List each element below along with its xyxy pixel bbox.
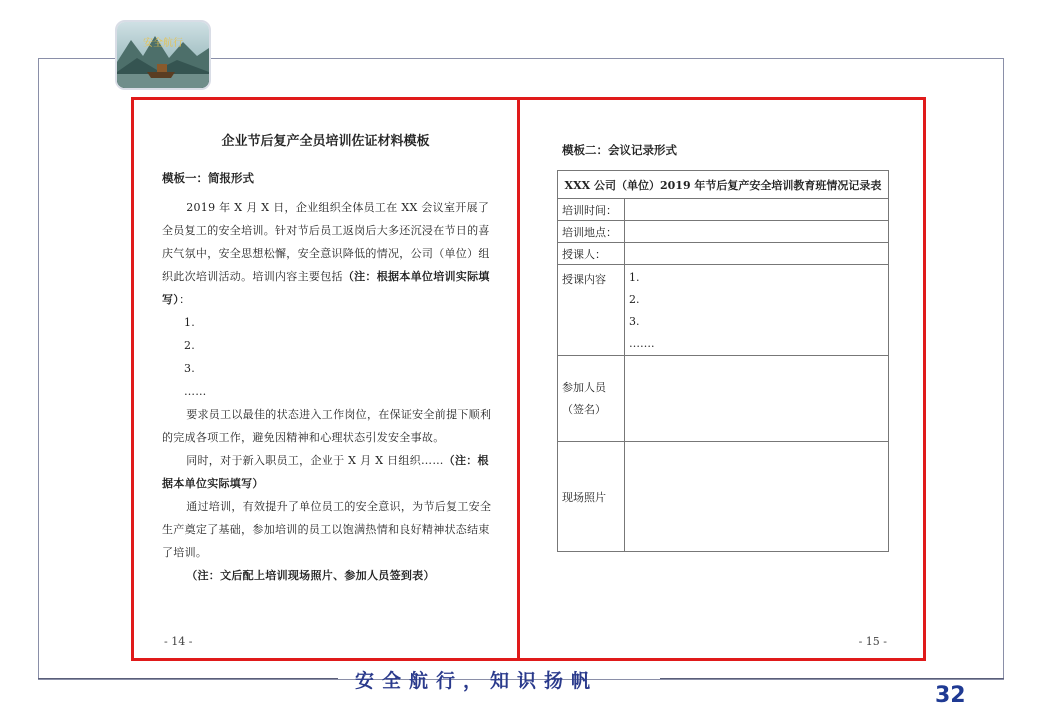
list-item: 1. (629, 271, 640, 284)
paragraph-conclusion: 通过培训，有效提升了单位员工的安全意识，为节后复工安全生产奠定了基础，参加培训的员工以饱满热情和良好精神状态结束了培训。 (162, 500, 492, 559)
row-label-participants (558, 356, 625, 442)
row-label-content: 授课内容 (558, 265, 625, 356)
row-value-time[interactable] (625, 199, 889, 221)
content-list (162, 311, 498, 403)
record-table-title: XXX 公司（单位）2019 年节后复产安全培训教育班情况记录表 (558, 171, 889, 199)
paragraph-intro (162, 196, 498, 311)
document-page-right (520, 97, 926, 661)
list-item: 2. (629, 293, 640, 306)
slide-number: 32 (935, 683, 966, 708)
row-value-instructor[interactable] (625, 243, 889, 265)
template-two-heading: 模板二：会议记录形式 (562, 143, 677, 157)
row-value-place[interactable] (625, 221, 889, 243)
page-number-right: - 15 - (858, 635, 887, 648)
footer-divider-right (660, 678, 1004, 679)
list-item: 2. (184, 339, 196, 352)
record-table (557, 170, 889, 552)
document-page-left (131, 97, 520, 661)
list-item: 3. (184, 362, 196, 375)
paragraph-new-staff (162, 449, 498, 495)
row-label-time: 培训时间： (558, 199, 625, 221)
paragraph-requirements: 要求员工以最佳的状态进入工作岗位，在保证安全前提下顺利的完成各项工作，避免因精神和心理状态引发安全事故。 (162, 408, 492, 444)
footer-divider-left (38, 678, 338, 679)
row-label-photos: 现场照片 (558, 442, 625, 552)
list-item: 1. (184, 316, 196, 329)
new-staff-note: （注：根据本单位实际填写） (162, 454, 489, 490)
signature-label: （签名） (562, 402, 606, 416)
intro-note: （注：根据本单位培训实际填写） (162, 270, 490, 306)
intro-text: 2019 年 X 月 X 日，企业组织全体员工在 XX 会议室开展了全员复工的安全培训。针对节后员工返岗后大多还沉浸在节日的喜庆气氛中，安全思想松懈，安全意识降低的情况，公司（单位）组织此次培训活动。培训内容主要包括 (162, 201, 490, 283)
template-one-heading: 模板一：简报形式 (162, 171, 254, 185)
row-value-photos[interactable] (625, 442, 889, 552)
footer-slogan: 安全航行，知识扬帆 (355, 670, 599, 692)
participants-label: 参加人员 (562, 380, 606, 394)
closing-note: （注：文后配上培训现场照片、参加人员签到表） (186, 569, 435, 582)
document-title: 企业节后复产全员培训佐证材料模板 (221, 134, 430, 149)
logo-image (115, 20, 211, 90)
intro-colon: ： (179, 293, 191, 306)
logo-lettering: 安全航行 (143, 38, 183, 49)
list-item: ……. (629, 337, 655, 350)
page-number-left: - 14 - (164, 635, 193, 648)
list-item: 3. (629, 315, 640, 328)
row-label-place: 培训地点： (558, 221, 625, 243)
row-value-content (625, 265, 889, 356)
new-staff-text: 同时，对于新入职员工，企业于 X 月 X 日组织…… (186, 454, 444, 467)
list-item: …… (184, 385, 207, 398)
row-label-instructor: 授课人： (558, 243, 625, 265)
briefing-body (162, 196, 498, 587)
row-value-participants[interactable] (625, 356, 889, 442)
